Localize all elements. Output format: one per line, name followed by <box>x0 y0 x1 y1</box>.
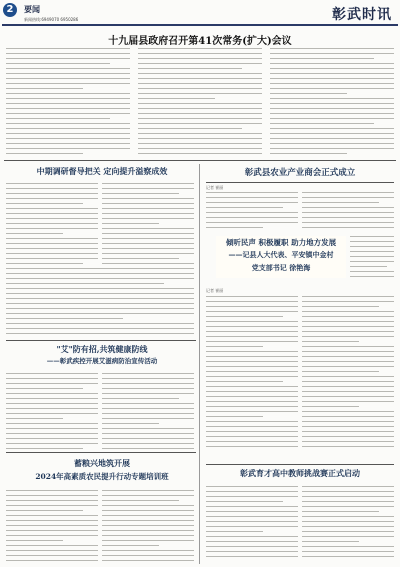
right-article-3-headline: 彰武育才高中教师挑战赛正式启动 <box>240 468 360 478</box>
right-article-1-body-a <box>206 192 298 232</box>
right-article-2-headline-box <box>216 236 346 278</box>
right-article-3-body-a <box>206 486 298 562</box>
right-rule-1 <box>206 182 394 183</box>
right-article-3-body-b <box>302 486 394 562</box>
newspaper-brand: 彰武时讯 <box>332 7 392 23</box>
masthead-meta: 新闻热线:6949070 6950286 <box>24 17 79 22</box>
right-article-2-headline-1: 倾听民声 积极履职 助力地方发展 <box>225 238 337 247</box>
left-article-1-body-a <box>6 183 98 265</box>
right-rule-2 <box>206 464 394 465</box>
left-article-1-body-c <box>6 268 194 336</box>
left-article-3-headline-2: 2024年高素质农民提升行动专题培训班 <box>35 472 169 481</box>
right-article-1-headline: 彰武县农业产业商会正式成立 <box>244 168 356 178</box>
lead-bottom-rule <box>4 160 396 161</box>
left-article-3-body-a <box>6 490 98 562</box>
left-rule-1 <box>6 340 196 341</box>
left-article-1-body-b <box>102 183 194 265</box>
left-article-3-headline-1: 蓄粮兴地筑开展 <box>74 458 130 468</box>
left-article-2-headline-1: "艾"防有招,共筑健康防线 <box>56 344 148 354</box>
right-article-1-byline: 记者 崔丽 <box>206 185 224 190</box>
left-article-3-body-b <box>102 490 194 562</box>
left-rule-2 <box>6 452 196 453</box>
lead-body-col-1 <box>6 48 130 156</box>
lead-body-col-2 <box>138 48 262 156</box>
section-label: 要闻 <box>24 4 40 14</box>
masthead-rule <box>2 24 398 26</box>
lead-body-col-3 <box>270 48 394 156</box>
page-number-badge: 2 <box>3 3 17 17</box>
left-article-2-body-a <box>6 373 98 449</box>
masthead <box>0 0 400 36</box>
right-article-2-body-a <box>206 296 298 452</box>
column-divider <box>199 164 200 564</box>
left-article-2-headline-2: ——彰武疾控开展艾滋病防治宣传活动 <box>46 357 158 365</box>
right-article-1-body-b <box>302 192 394 232</box>
lead-headline: 十九届县政府召开第41次常务(扩大)会议 <box>108 36 292 47</box>
right-article-2-headline-3: 党支部书记 徐艳海 <box>251 263 311 272</box>
right-article-2-byline: 记者 崔丽 <box>206 288 224 293</box>
right-article-2-side-text <box>350 236 394 284</box>
right-article-2-body-b <box>302 296 394 452</box>
right-article-2-headline-2: ——记县人大代表、平安镇中金村 <box>228 250 334 259</box>
left-article-1-headline: 中期调研督导把关 定向提升溢察成效 <box>36 166 168 176</box>
left-article-2-body-b <box>102 373 194 449</box>
